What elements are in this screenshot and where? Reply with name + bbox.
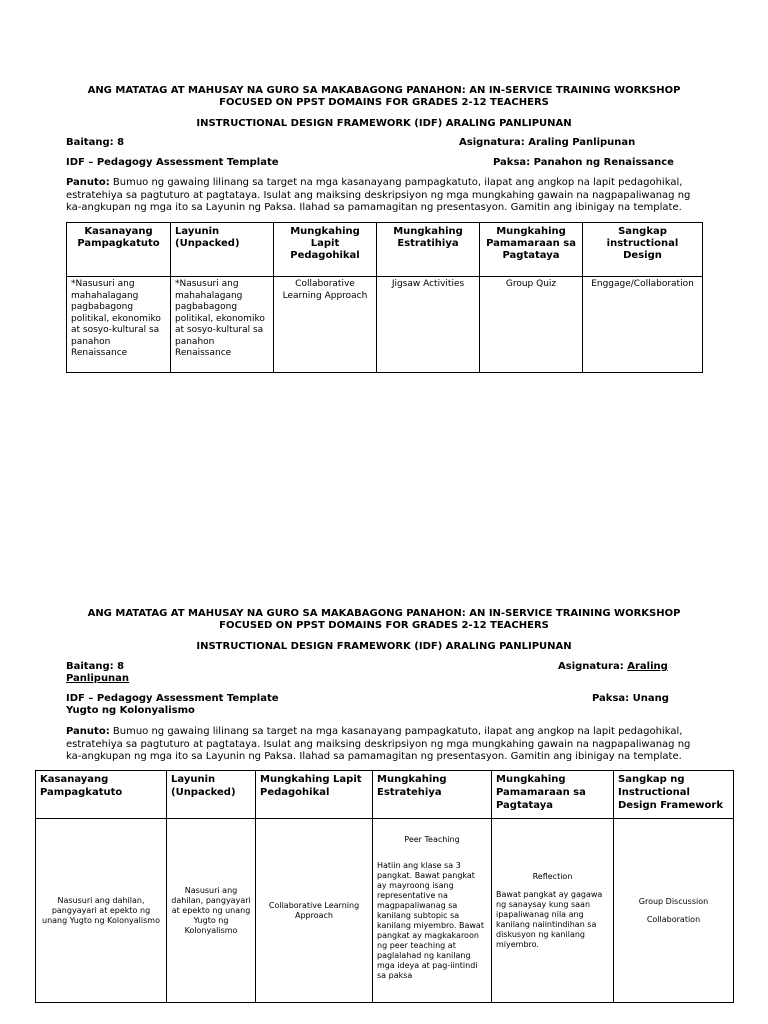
doc-subtitle: INSTRUCTIONAL DESIGN FRAMEWORK (IDF) ARALING PANLIPUNAN bbox=[196, 118, 572, 129]
panuto-paragraph-2 bbox=[66, 726, 706, 764]
cell-pagtataya: Group Quiz bbox=[480, 277, 583, 373]
cell-layunin: *Nasusuri ang mahahalagang pagbabagong politikal, ekonomiko at sosyo-kultural sa panahon Renaissance bbox=[171, 277, 274, 373]
title-line-2: FOCUSED ON PPST DOMAINS FOR GRADES 2-12 TEACHERS bbox=[219, 620, 549, 631]
cell-sangkap bbox=[614, 819, 734, 1003]
header-layunin: Layunin (Unpacked) bbox=[171, 223, 274, 277]
cell-lapit: Collaborative Learning Approach bbox=[256, 819, 373, 1003]
idf-label: IDF – Pedagogy Assessment Template bbox=[66, 157, 279, 168]
pagtataya-desc: Bawat pangkat ay gagawa ng sanaysay kung saan ipapaliwanag nila ang kanilang naiintindihan sa diskusyon ng kanilang miyembro. bbox=[496, 889, 603, 949]
header-lapit: Mungkahing Lapit Pedagohikal bbox=[274, 223, 377, 277]
sangkap-item-2: Collaboration bbox=[646, 914, 701, 924]
asignatura-value: Araling bbox=[627, 661, 668, 672]
panuto-paragraph bbox=[66, 177, 706, 215]
paksa-label-2: Paksa: Unang bbox=[592, 693, 669, 704]
title-line-1: ANG MATATAG AT MAHUSAY NA GURO SA MAKABAGONG PANAHON: AN IN-SERVICE TRAINING WORKSHOP bbox=[87, 85, 681, 96]
table-row bbox=[36, 819, 734, 1003]
header-pagtataya: Mungkahing Pamamaraan sa Pagtataya bbox=[492, 771, 614, 819]
idf-table-1 bbox=[66, 222, 703, 373]
header-layunin: Layunin (Unpacked) bbox=[167, 771, 256, 819]
header-pagtataya: Mungkahing Pamamaraan sa Pagtataya bbox=[480, 223, 583, 277]
title-line-1: ANG MATATAG AT MAHUSAY NA GURO SA MAKABAGONG PANAHON: AN IN-SERVICE TRAINING WORKSHOP bbox=[87, 608, 681, 619]
asignatura-value-cont: Panlipunan bbox=[66, 673, 130, 684]
doc-subtitle-2: INSTRUCTIONAL DESIGN FRAMEWORK (IDF) ARALING PANLIPUNAN bbox=[196, 641, 572, 652]
asignatura-label: Asignatura: Araling Panlipunan bbox=[459, 137, 636, 148]
estratehiya-desc: Hatiin ang klase sa 3 pangkat. Bawat pangkat ay mayroong isang representative na magpapaliwanag sa kanilang subtopic sa kanilang miyembro. Bawat pangkat ay magkakaroon ng peer teaching at paglalahad ng kanilang mga ideya at pag-iintindi sa paksa bbox=[377, 861, 484, 980]
estratehiya-title: Peer Teaching bbox=[404, 835, 460, 844]
header-kasanayan: Kasanayang Pampagkatuto bbox=[36, 771, 167, 819]
paksa-value-cont: Yugto ng Kolonyalismo bbox=[66, 705, 195, 716]
doc-title bbox=[0, 85, 768, 109]
baitang-label: Baitang: 8 bbox=[66, 137, 125, 148]
header-lapit: Mungkahing Lapit Pedagohikal bbox=[256, 771, 373, 819]
cell-estratehiya bbox=[373, 819, 492, 1003]
cell-sangkap: Enggage/Collaboration bbox=[583, 277, 703, 373]
panuto-label: Panuto: bbox=[66, 177, 110, 188]
header-sangkap: Sangkap ng Instructional Design Framework bbox=[614, 771, 734, 819]
panuto-label: Panuto: bbox=[66, 726, 110, 737]
idf-label-2: IDF – Pedagogy Assessment Template bbox=[66, 693, 279, 704]
panuto-text: Bumuo ng gawaing lilinang sa target na mga kasanayang pampagkatuto, ilapat ang angkop na lapit pedagohikal, estratehiya sa pagtuturo at pagtataya. Isulat ang maiksing deskripsiyon ng mga mungkahing gawain na nagpapaliwanag ng ka-angkupan ng mga ito sa Layunin ng Paksa. Ilahad sa pamamagitan ng presentasyon. Gamitin ang ibinigay na template. bbox=[66, 177, 691, 213]
cell-lapit: Collaborative Learning Approach bbox=[274, 277, 377, 373]
cell-pagtataya bbox=[492, 819, 614, 1003]
cell-kasanayan: *Nasusuri ang mahahalagang pagbabagong politikal, ekonomiko at sosyo-kultural sa panahon Renaissance bbox=[67, 277, 171, 373]
baitang-label-2: Baitang: 8 bbox=[66, 661, 125, 672]
doc-title-2 bbox=[0, 608, 768, 632]
paksa-label: Paksa: Panahon ng Renaissance bbox=[493, 157, 674, 168]
cell-layunin: Nasusuri ang dahilan, pangyayari at epekto ng unang Yugto ng Kolonyalismo bbox=[167, 819, 256, 1003]
cell-estratihiya: Jigsaw Activities bbox=[377, 277, 480, 373]
asignatura-label-2 bbox=[558, 661, 668, 672]
table-row bbox=[67, 277, 703, 373]
header-kasanayan: Kasanayang Pampagkatuto bbox=[67, 223, 171, 277]
pagtataya-title: Reflection bbox=[532, 871, 573, 881]
title-line-2: FOCUSED ON PPST DOMAINS FOR GRADES 2-12 TEACHERS bbox=[219, 97, 549, 108]
header-estratihiya: Mungkahing Estratihiya bbox=[377, 223, 480, 277]
header-sangkap: Sangkap instructional Design bbox=[583, 223, 703, 277]
sangkap-item-1: Group Discussion bbox=[638, 896, 709, 906]
idf-table-2 bbox=[35, 770, 734, 1003]
panuto-text: Bumuo ng gawaing lilinang sa target na mga kasanayang pampagkatuto, ilapat ang angkop na lapit pedagohikal, estratehiya sa pagtuturo at pagtataya. Isulat ang maiksing deskripsiyon ng mga mungkahing gawain na nagpapaliwanag ng ka-angkupan ng mga ito sa Layunin ng Paksa. Ilahad sa pamamagitan ng presentasyon. Gamitin ang ibinigay na template. bbox=[66, 726, 691, 762]
cell-kasanayan: Nasusuri ang dahilan, pangyayari at epekto ng unang Yugto ng Kolonyalismo bbox=[36, 819, 167, 1003]
asignatura-key: Asignatura: bbox=[558, 661, 628, 672]
header-estratehiya: Mungkahing Estratehiya bbox=[373, 771, 492, 819]
